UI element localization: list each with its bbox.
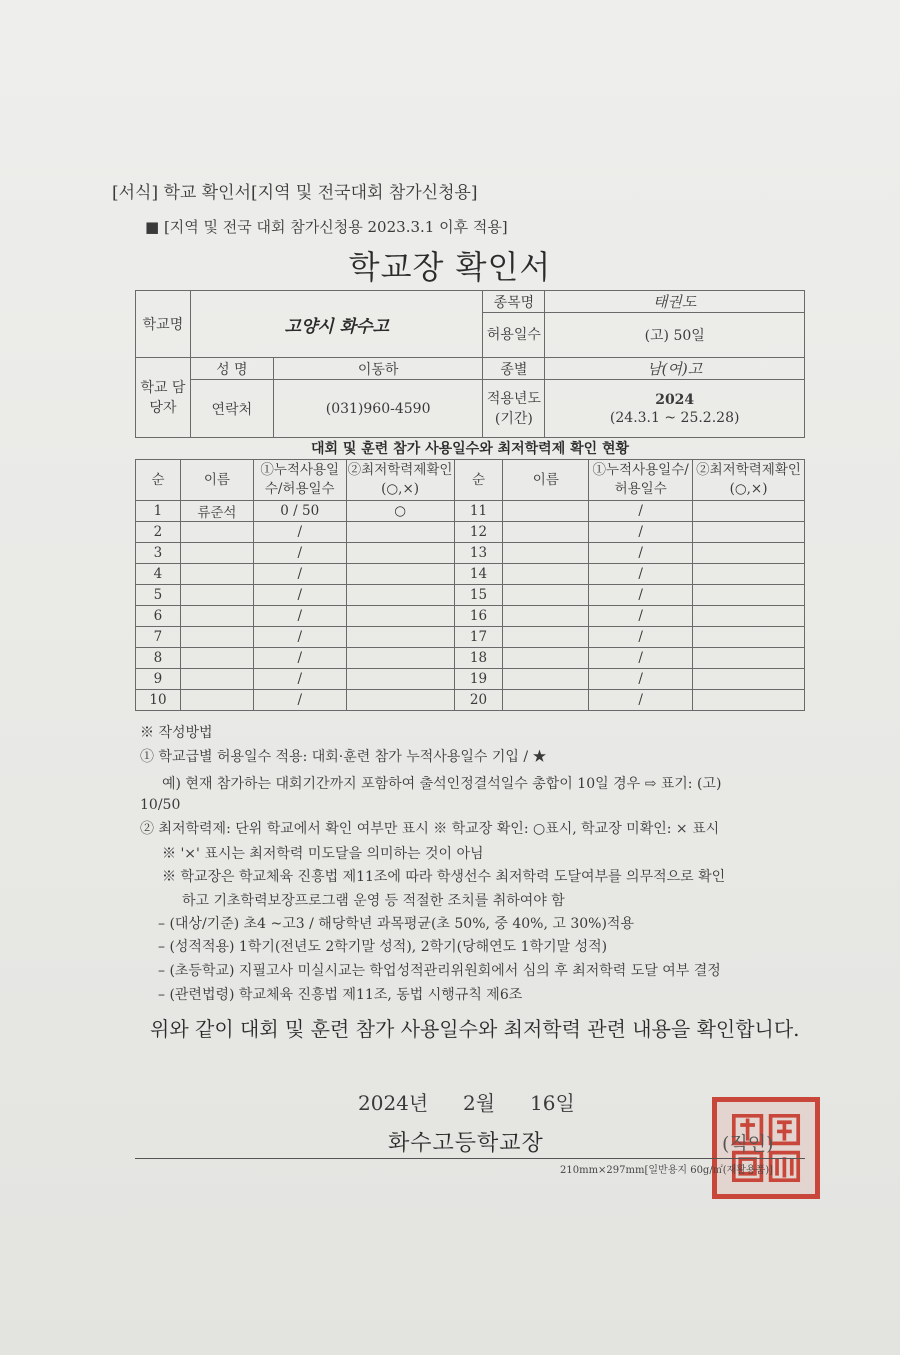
cell-seq: 12 [454,522,503,543]
principal-name: 화수고등학교장 [388,1131,544,1156]
cell-name [180,522,253,543]
note-line: 하고 기초학력보장프로그램 운영 등 적절한 조치를 취하여야 함 [182,893,565,909]
cell-seq: 7 [136,627,181,648]
cell-confirm [346,627,454,648]
cell-name [180,606,253,627]
note-line: ※ '×' 표시는 최저학력 미도달을 의미하는 것이 아님 [162,846,484,862]
cell-seq: 6 [136,606,181,627]
cell-confirm [693,543,805,564]
cell-days: / [253,564,346,585]
cell-seq: 18 [454,648,503,669]
cell-seq: 9 [136,669,181,690]
header-seq: 순 [136,460,181,501]
status-table-body [136,460,805,711]
note-line: – (관련법령) 학교체육 진흥법 제11조, 동법 시행규칙 제6조 [158,987,523,1003]
cell-confirm [346,648,454,669]
cell-seq: 10 [136,690,181,711]
cell-name [180,564,253,585]
cell-days: / [589,690,693,711]
event-label: 종목명 [483,291,545,313]
cell-name: 류준석 [180,501,253,522]
table-row [136,648,805,669]
cell-confirm [346,669,454,690]
cell-name [180,543,253,564]
name-label: 성 명 [190,358,273,380]
table-row [136,669,805,690]
cell-name [503,522,589,543]
bottom-rule [135,1158,805,1159]
table-row [136,501,805,522]
apply-year-value: 2024 [655,391,695,408]
header-confirm: ②최저학력제확인(○,×) [693,460,805,501]
allowed-days-value: (고) 50일 [545,313,805,358]
cell-seq: 4 [136,564,181,585]
cell-seq: 5 [136,585,181,606]
school-name-value: 고양시 화수고 [190,291,483,358]
page-title: 학교장 확인서 [348,248,552,286]
cell-seq: 19 [454,669,503,690]
cell-name [180,585,253,606]
cell-days: / [589,501,693,522]
cell-name [180,690,253,711]
header-name: 이름 [503,460,589,501]
seal-mark: (직인) [722,1133,774,1155]
cell-seq: 3 [136,543,181,564]
contact-label: 연락처 [190,380,273,438]
cell-days: / [589,606,693,627]
header-confirm: ②최저학력제확인(○,×) [346,460,454,501]
cell-name [180,648,253,669]
cell-name [503,648,589,669]
cell-days: / [253,669,346,690]
date-day: 16일 [530,1091,575,1115]
cell-seq: 20 [454,690,503,711]
cell-seq: 17 [454,627,503,648]
note-line: ② 최저학력제: 단위 학교에서 확인 여부만 표시 ※ 학교장 확인: ○표시, 학교장 미확인: × 표시 [140,821,720,837]
cell-confirm [346,690,454,711]
header-days: ①누적사용일수/허용일수 [589,460,693,501]
cell-confirm [346,543,454,564]
cell-confirm [693,648,805,669]
note-line: ※ 학교장은 학교체육 진흥법 제11조에 따라 학생선수 최저학력 도달여부를 의무적으로 확인 [162,869,726,885]
cell-seq: 11 [454,501,503,522]
cell-name [503,669,589,690]
cell-days: / [589,648,693,669]
cell-confirm [693,627,805,648]
type-label: 종별 [483,358,545,380]
cell-confirm [693,522,805,543]
cell-days: / [253,585,346,606]
cell-days: / [589,564,693,585]
event-value: 태권도 [545,291,805,313]
cell-days: / [253,690,346,711]
cell-name [180,627,253,648]
note-line: ① 학교급별 허용일수 적용: 대회·훈련 참가 누적사용일수 기입 / ★ [140,749,547,765]
cell-confirm [693,501,805,522]
cell-confirm [693,564,805,585]
status-header-row [136,460,805,501]
form-subtitle: ■ [지역 및 전국 대회 참가신청용 2023.3.1 이후 적용] [145,218,508,236]
cell-confirm [693,585,805,606]
cell-days: / [589,543,693,564]
status-title: 대회 및 훈련 참가 사용일수와 최저학력제 확인 현황 [310,441,630,457]
cell-days: / [253,606,346,627]
date-month: 2월 [463,1091,496,1115]
cell-days: / [253,522,346,543]
cell-days: / [589,585,693,606]
cell-seq: 16 [454,606,503,627]
cell-name [503,564,589,585]
cell-name [503,627,589,648]
cell-name [180,669,253,690]
note-line: – (초등학교) 지필고사 미실시교는 학업성적관리위원회에서 심의 후 최저학력 도달 여부 결정 [158,963,721,979]
cell-confirm [693,606,805,627]
cell-seq: 13 [454,543,503,564]
name-value: 이동하 [273,358,483,380]
confirmation-text: 위와 같이 대회 및 훈련 참가 사용일수와 최저학력 관련 내용을 확인합니다. [150,1017,800,1041]
cell-days: / [589,522,693,543]
cell-name [503,606,589,627]
school-name-label: 학교명 [136,291,191,358]
type-value: 남(여)고 [545,358,805,380]
table-row [136,627,805,648]
cell-confirm [346,606,454,627]
cell-days: / [253,543,346,564]
note-line: 10/50 [140,797,181,813]
table-row [136,564,805,585]
note-line: 예) 현재 참가하는 대회기간까지 포함하여 출석인정결석일수 총합이 10일 경우 ⇨ 표기: (고) [162,776,722,792]
table-row [136,543,805,564]
contact-value: (031)960-4590 [273,380,483,438]
apply-period-value: (24.3.1 ~ 25.2.28) [609,409,740,426]
cell-name [503,585,589,606]
cell-seq: 14 [454,564,503,585]
cell-seq: 8 [136,648,181,669]
table-row [136,522,805,543]
cell-seq: 15 [454,585,503,606]
header-seq: 순 [454,460,503,501]
paper-spec: 210mm×297mm[일반용지 60g/㎡(재활용품)] [560,1165,774,1176]
cell-confirm [693,669,805,690]
cell-days: / [253,648,346,669]
cell-seq: 2 [136,522,181,543]
apply-year-label: 적용년도 (기간) [483,380,545,438]
cell-seq: 1 [136,501,181,522]
school-info-table [135,290,805,438]
notes-heading: ※ 작성방법 [140,725,213,741]
cell-days: / [589,627,693,648]
note-line: – (대상/기준) 초4 ~고3 / 해당학년 과목평균(초 50%, 중 40%, 고 30%)적용 [158,916,634,932]
apply-year-cell [545,380,805,438]
cell-name [503,690,589,711]
allowed-days-label: 허용일수 [483,313,545,358]
date-year: 2024년 [358,1091,429,1115]
cell-confirm [346,564,454,585]
cell-days: / [253,627,346,648]
header-days: ①누적사용일수/허용일수 [253,460,346,501]
cell-confirm [693,690,805,711]
cell-name [503,543,589,564]
cell-confirm: ○ [346,501,454,522]
manager-label: 학교 담당자 [136,358,191,438]
form-label: [서식] 학교 확인서[지역 및 전국대회 참가신청용] [112,183,478,203]
status-table [135,459,805,711]
cell-confirm [346,522,454,543]
cell-confirm [346,585,454,606]
table-row [136,690,805,711]
cell-name [503,501,589,522]
note-line: – (성적적용) 1학기(전년도 2학기말 성적), 2학기(당해연도 1학기말 성적) [158,939,608,955]
cell-days: 0 / 50 [253,501,346,522]
cell-days: / [589,669,693,690]
table-row [136,585,805,606]
header-name: 이름 [180,460,253,501]
table-row [136,606,805,627]
